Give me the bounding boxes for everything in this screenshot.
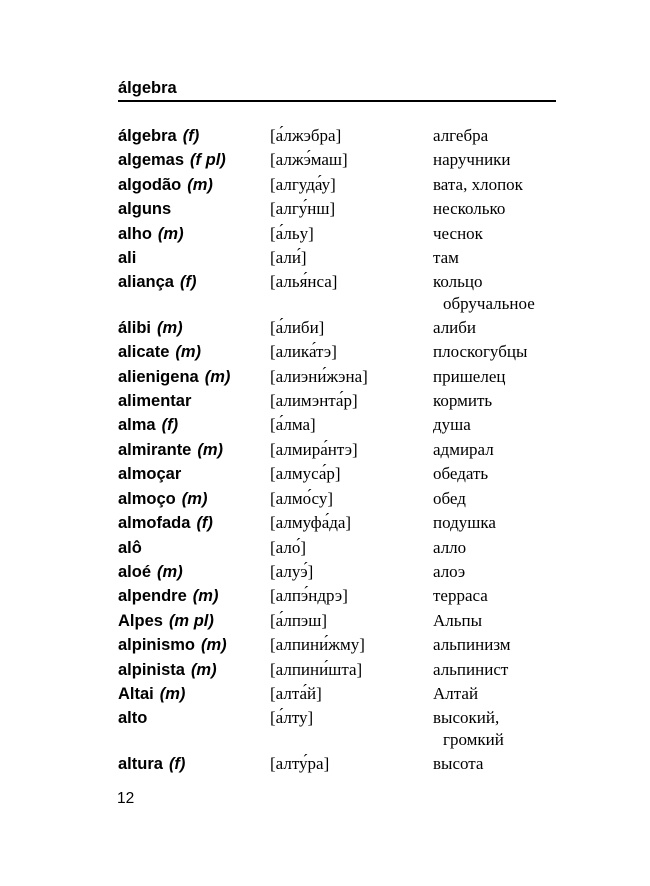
- headword-cell: [118, 438, 270, 462]
- translation: [433, 560, 563, 584]
- headword-cell: [118, 752, 270, 776]
- headword-cell: [118, 197, 270, 221]
- dictionary-entry: [118, 487, 563, 511]
- headword: alho: [118, 224, 152, 243]
- headword-cell: [118, 658, 270, 682]
- translation: [433, 487, 563, 511]
- dictionary-entry: [118, 584, 563, 608]
- dictionary-entry: [118, 197, 563, 221]
- translation: [433, 148, 563, 172]
- headword: Altai: [118, 684, 154, 703]
- gender-marker: (m): [201, 636, 227, 655]
- headword: alto: [118, 709, 148, 728]
- translation: [433, 438, 563, 462]
- transcription: [алгуда́у]: [270, 174, 336, 194]
- headword-cell: [118, 560, 270, 584]
- transcription: [а́лту]: [270, 708, 314, 728]
- translation-line: высокий,: [433, 708, 500, 728]
- translation-line: вата, хлопок: [433, 174, 523, 194]
- translation: [433, 752, 563, 776]
- translation-line: наручники: [433, 150, 511, 170]
- gender-marker: (m): [204, 367, 231, 386]
- headword-cell: [118, 633, 270, 657]
- dictionary-entry: [118, 389, 563, 413]
- translation-line: алло: [433, 537, 467, 557]
- headword-cell: [118, 462, 270, 486]
- headword-cell: [118, 609, 270, 633]
- translation: [433, 658, 563, 682]
- translation-line: адмирал: [433, 439, 494, 459]
- gender-marker: (m): [157, 224, 184, 243]
- dictionary-entry: [118, 560, 563, 584]
- translation-line: кормить: [433, 391, 493, 411]
- headword-cell: [118, 511, 270, 535]
- translation-line: подушка: [433, 513, 496, 533]
- translation-line: Альпы: [433, 610, 483, 630]
- transcription: [алуэ́]: [270, 561, 314, 581]
- headword-cell: [118, 246, 270, 270]
- dictionary-entry: [118, 124, 563, 148]
- dictionary-entry: [118, 340, 563, 364]
- translation: [433, 462, 563, 486]
- transcription: [а́лпэш]: [270, 610, 327, 630]
- translation: [433, 197, 563, 221]
- headword: ali: [118, 249, 137, 268]
- headword-cell: [118, 316, 270, 340]
- headword: algodão: [118, 175, 182, 194]
- dictionary-entry: [118, 682, 563, 706]
- running-header: [118, 78, 177, 98]
- gender-marker: (f): [196, 514, 213, 533]
- transcription: [алиэни́жэна]: [270, 366, 368, 386]
- transcription: [алмира́нтэ]: [270, 439, 358, 459]
- headword-cell: [118, 487, 270, 511]
- headword: alô: [118, 538, 142, 557]
- transcription: [алпини́жму]: [270, 635, 365, 655]
- gender-marker: (m pl): [168, 611, 214, 630]
- headword-cell: [118, 148, 270, 172]
- dictionary-entry: [118, 658, 563, 682]
- headword-cell: [118, 124, 270, 148]
- headword: alienigena: [118, 367, 199, 386]
- headword: alpinismo: [118, 636, 196, 655]
- dictionary-entry: [118, 462, 563, 486]
- translation-line: обед: [433, 488, 466, 508]
- headword: álgebra: [118, 127, 177, 145]
- headword: álibi: [118, 318, 152, 337]
- translation: [433, 365, 563, 389]
- gender-marker: (f pl): [190, 151, 226, 170]
- gender-marker: (m): [157, 318, 183, 337]
- headword-cell: [118, 682, 270, 706]
- translation: [433, 389, 563, 413]
- headword: algemas: [118, 151, 185, 170]
- translation-line: алиби: [433, 317, 477, 337]
- headword: aloé: [118, 562, 152, 581]
- gender-marker: (f): [168, 754, 186, 773]
- headword: alpendre: [118, 587, 187, 606]
- translation-line: Алтай: [433, 683, 479, 703]
- headword-cell: [118, 584, 270, 608]
- headword-cell: [118, 706, 270, 730]
- gender-marker: (m): [197, 440, 224, 459]
- translation: [433, 270, 563, 315]
- dictionary-entry: [118, 633, 563, 657]
- headword-cell: [118, 365, 270, 389]
- translation-line: душа: [433, 415, 471, 435]
- translation-line: обедать: [433, 464, 489, 484]
- transcription: [алта́й]: [270, 683, 322, 703]
- dictionary-entry: [118, 316, 563, 340]
- gender-marker: (m): [190, 660, 217, 679]
- headword: altura: [118, 754, 163, 773]
- header-rule: [118, 100, 556, 102]
- gender-marker: (f): [179, 273, 197, 292]
- transcription: [али́]: [270, 248, 307, 268]
- headword: alpinista: [118, 660, 185, 679]
- translation: [433, 316, 563, 340]
- translation: [433, 511, 563, 535]
- translation: [433, 173, 563, 197]
- translation-line: алгебра: [433, 126, 489, 145]
- transcription: [а́лжэбра]: [270, 126, 342, 145]
- transcription: [а́лма]: [270, 415, 316, 435]
- entries-list: [118, 124, 563, 776]
- translation-line: несколько: [433, 199, 506, 219]
- headword: alicate: [118, 343, 170, 362]
- dictionary-entry: [118, 511, 563, 535]
- dictionary-entry: [118, 752, 563, 776]
- headword: alimentar: [118, 392, 192, 411]
- dictionary-entry: [118, 536, 563, 560]
- translation-line: высота: [433, 753, 484, 773]
- translation-line-wrapped: обручальное: [443, 293, 535, 313]
- dictionary-entry: [118, 438, 563, 462]
- transcription: [алжэ́маш]: [270, 150, 348, 170]
- translation: [433, 246, 563, 270]
- headword-cell: [118, 270, 270, 294]
- dictionary-entry: [118, 609, 563, 633]
- translation-line: плоскогубцы: [433, 342, 528, 362]
- headword-cell: [118, 413, 270, 437]
- running-header-text: álgebra: [118, 79, 177, 97]
- page-number: 12: [117, 790, 135, 807]
- gender-marker: (m): [187, 175, 213, 194]
- gender-marker: (f): [182, 127, 200, 145]
- gender-marker: (m): [159, 684, 186, 703]
- translation-line: алоэ: [433, 561, 466, 581]
- dictionary-entry: [118, 173, 563, 197]
- translation: [433, 633, 563, 657]
- translation-line: терраса: [433, 586, 488, 606]
- transcription: [ало́]: [270, 537, 307, 557]
- translation: [433, 536, 563, 560]
- headword-cell: [118, 173, 270, 197]
- translation: [433, 682, 563, 706]
- dictionary-entry: [118, 365, 563, 389]
- headword: almoçar: [118, 465, 182, 484]
- headword-cell: [118, 389, 270, 413]
- transcription: [а́льу]: [270, 223, 314, 243]
- transcription: [алмо́су]: [270, 488, 334, 508]
- transcription: [алпэ́ндрэ]: [270, 586, 348, 606]
- transcription: [алпини́шта]: [270, 659, 363, 679]
- translation-line: там: [433, 248, 459, 268]
- transcription: [алгу́нш]: [270, 199, 336, 219]
- headword: Alpes: [118, 611, 163, 630]
- translation: [433, 609, 563, 633]
- transcription: [а́либи]: [270, 317, 325, 337]
- gender-marker: (m): [192, 587, 219, 606]
- dictionary-entry: [118, 222, 563, 246]
- translation-line: пришелец: [433, 366, 506, 386]
- headword: almofada: [118, 514, 191, 533]
- translation: [433, 340, 563, 364]
- transcription: [алика́тэ]: [270, 342, 337, 362]
- dictionary-entry: [118, 413, 563, 437]
- translation-line: чеснок: [433, 223, 483, 243]
- translation: [433, 124, 563, 148]
- translation-line: альпинизм: [433, 635, 511, 655]
- headword: alma: [118, 416, 156, 435]
- headword-cell: [118, 340, 270, 364]
- headword: almirante: [118, 440, 192, 459]
- translation: [433, 222, 563, 246]
- translation-line: кольцо: [433, 272, 483, 292]
- headword: alguns: [118, 200, 172, 219]
- headword-cell: [118, 222, 270, 246]
- gender-marker: (m): [181, 489, 208, 508]
- headword: aliança: [118, 273, 174, 292]
- headword-cell: [118, 536, 270, 560]
- translation: [433, 584, 563, 608]
- transcription: [алимэнта́р]: [270, 391, 358, 411]
- translation: [433, 706, 563, 751]
- translation-line: альпинист: [433, 659, 509, 679]
- gender-marker: (f): [161, 416, 179, 435]
- translation: [433, 413, 563, 437]
- gender-marker: (m): [175, 343, 202, 362]
- dictionary-entry: [118, 246, 563, 270]
- dictionary-entry: [118, 148, 563, 172]
- gender-marker: (m): [157, 562, 183, 581]
- transcription: [алмуфа́да]: [270, 513, 352, 533]
- headword: almoço: [118, 489, 176, 508]
- dictionary-entry: [118, 270, 563, 315]
- dictionary-entry: [118, 706, 563, 751]
- translation-line-wrapped: громкий: [443, 729, 504, 749]
- transcription: [алту́ра]: [270, 753, 330, 773]
- transcription: [алмуса́р]: [270, 464, 341, 484]
- transcription: [алья́нса]: [270, 272, 338, 292]
